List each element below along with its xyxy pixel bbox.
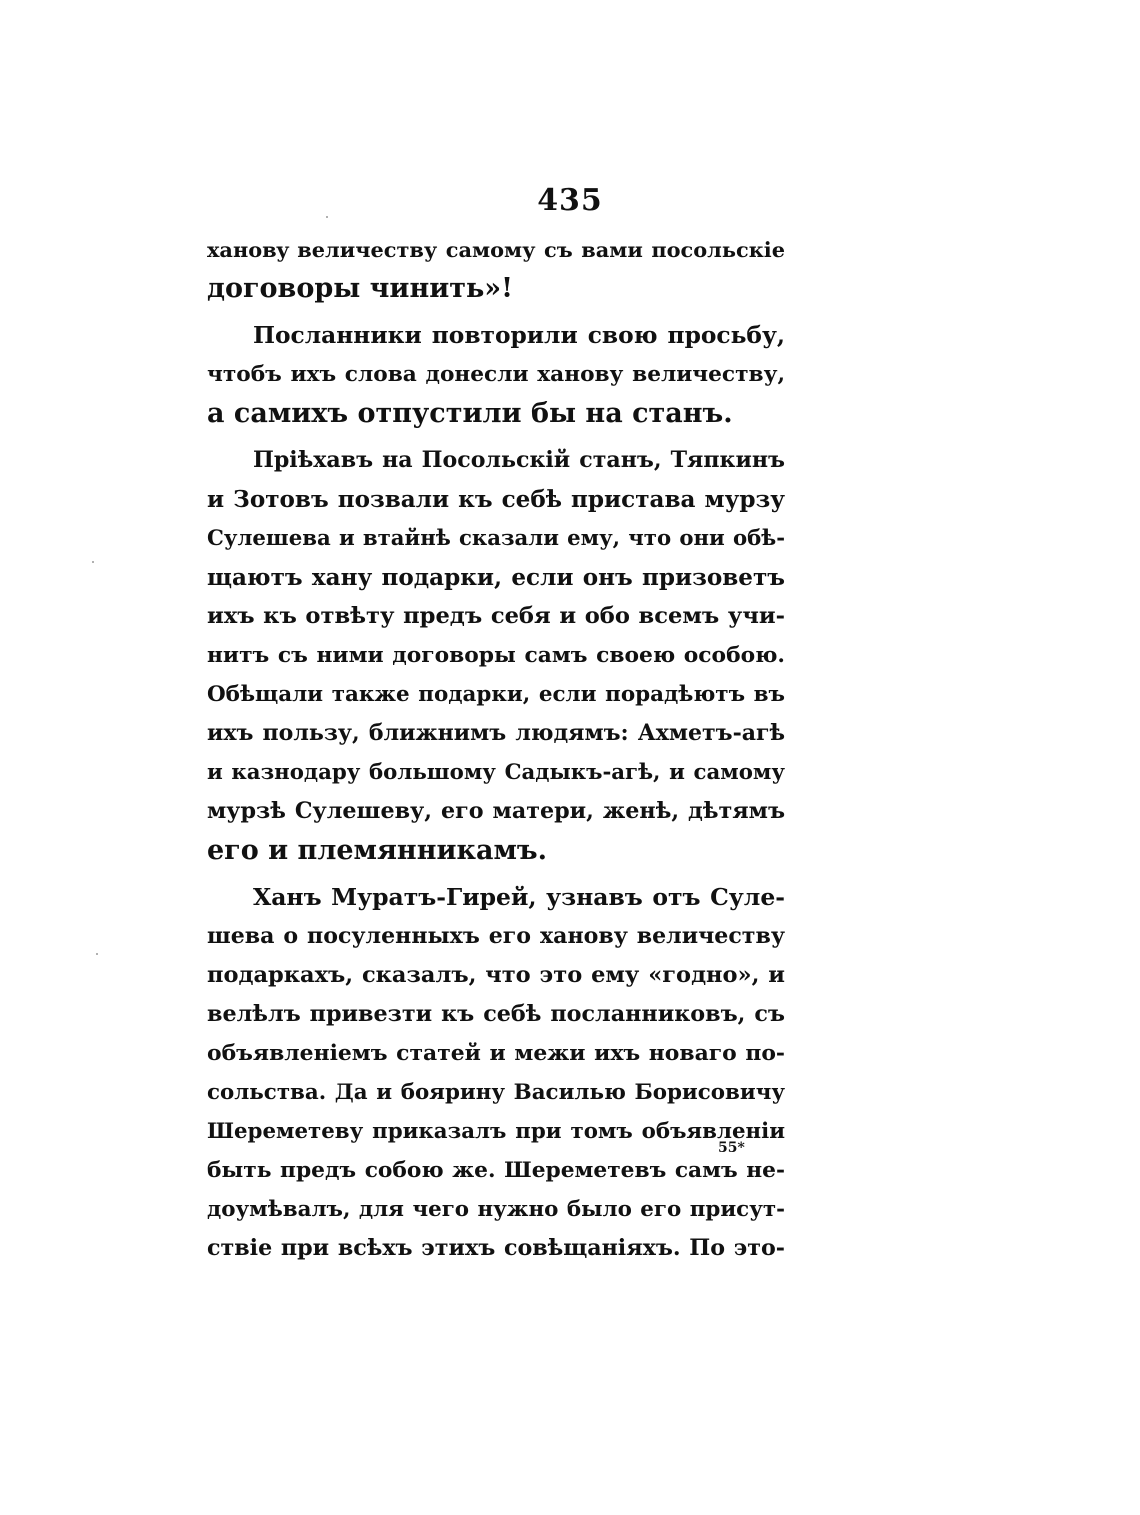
- text-line: Шереметеву приказалъ при томъ объявленіи: [207, 1119, 785, 1144]
- text-line: нитъ съ ними договоры самъ своею особою.: [207, 643, 785, 668]
- text-line: подаркахъ, сказалъ, что это ему «годно», и: [207, 962, 785, 988]
- paragraph: [207, 316, 785, 433]
- scan-speck: [326, 216, 328, 218]
- scan-speck: [96, 953, 98, 955]
- text-line: Обѣщали также подарки, если порадѣютъ въ: [207, 682, 785, 707]
- scan-speck: [92, 561, 94, 563]
- body-text: [207, 230, 785, 1268]
- text-line: мурзѣ Сулешеву, его матери, женѣ, дѣтямъ: [207, 798, 785, 824]
- text-line: хaнoвy величеству самому съ вами посольскіе: [207, 237, 785, 262]
- page-number: 435: [537, 183, 603, 218]
- text-line: а самихъ отпустили бы на станъ.: [207, 398, 733, 429]
- text-line: ствіе при всѣхъ этихъ совѣщаніяхъ. По это-: [207, 1235, 785, 1261]
- text-line: Ханъ Муратъ-Гирей, узнавъ отъ Суле-: [253, 883, 785, 911]
- text-line: сольства. Да и боярину Василью Борисовичу: [207, 1080, 785, 1105]
- text-line: доумѣвалъ, для чего нужно было его присут-: [207, 1197, 785, 1222]
- text-line: и казнодару большому Садыкъ-агѣ, и самому: [207, 760, 785, 785]
- text-line: Пріѣхавъ на Посольскій станъ, Тяпкинъ: [253, 447, 785, 473]
- paragraph: [207, 441, 785, 870]
- printer-signature-mark: 55*: [718, 1140, 745, 1156]
- text-line: и Зотовъ позвали къ себѣ пристава мурзу: [207, 486, 785, 513]
- text-line: ихъ пользу, ближнимъ людямъ: Ахметъ-агѣ: [207, 720, 785, 746]
- paragraph: [207, 878, 785, 1268]
- text-line: шева о посуленныхъ его ханову величеству: [207, 923, 785, 949]
- paragraph: [207, 230, 785, 308]
- text-line: Посланники повторили свою просьбу,: [253, 322, 785, 349]
- text-line: объявленіемъ статей и межи ихъ новаго по-: [207, 1040, 785, 1066]
- text-line: быть предъ собою же. Шереметевъ самъ не-: [207, 1158, 785, 1183]
- text-line: договоры чинить»!: [207, 273, 514, 304]
- text-line: чтобъ ихъ слова донесли ханову величеству,: [207, 362, 785, 387]
- text-line: ихъ къ отвѣту предъ себя и обо всемъ учи-: [207, 603, 785, 629]
- text-line: его и племянникамъ.: [207, 835, 548, 866]
- text-line: велѣлъ привезти къ себѣ посланниковъ, съ: [207, 1001, 785, 1027]
- text-line: Сулешева и втайнѣ сказали ему, что они обѣ-: [207, 526, 785, 551]
- text-line: щаютъ хану подарки, если онъ призоветъ: [207, 564, 785, 591]
